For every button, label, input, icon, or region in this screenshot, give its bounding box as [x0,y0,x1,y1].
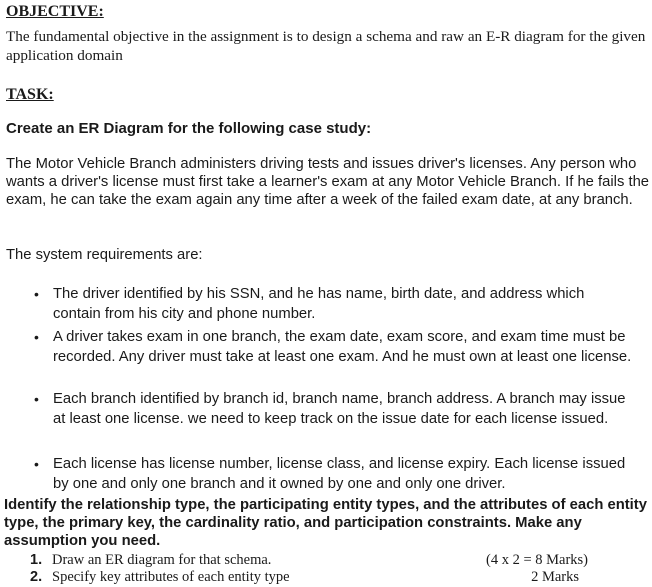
requirement-item [34,284,634,324]
requirements-intro: The system requirements are: [6,247,203,263]
instructions-text: Identify the relationship type, the participating entity types, and the attributes of each entity type, the primary key, the cardinality ratio, and participation constraints. Make any assumption you need. [4,497,647,549]
requirement-item [34,327,634,367]
requirement-text: The driver identified by his SSN, and he has name, birth date, and address which contain from his city and phone number. [53,286,585,322]
item-number: 1. [30,552,43,568]
objective-heading: OBJECTIVE: [6,3,104,20]
item-text: Specify key attributes of each entity type [52,569,290,585]
item-marks: 2 Marks [531,569,579,585]
item-number: 2. [30,569,43,585]
requirement-text: A driver takes exam in one branch, the exam date, exam score, and exam time must be recorded. Any driver must take at least one exam. And he must own at least one license. [53,329,632,365]
bullet-icon: • [34,456,39,472]
requirement-text: Each branch identified by branch id, branch name, branch address. A branch may issue at least one license. we need to keep track on the issue date for each license issued. [53,391,626,427]
numbered-item [30,551,640,569]
item-text: Draw an ER diagram for that schema. [52,552,272,568]
objective-text: The fundamental objective in the assignment is to design a schema and raw an E-R diagram for the given application domain [6,28,646,64]
requirement-item [34,454,634,494]
case-study-paragraph: The Motor Vehicle Branch administers driving tests and issues driver's licenses. Any person who wants a driver's license must first take a learner's exam at any Motor Vehicle Branch. If he fails the exam, he can take the exam again any time after a week of the failed exam date, at any branch. [6,156,650,208]
numbered-item [30,568,640,586]
task-heading: TASK: [6,86,54,103]
bullet-icon: • [34,286,39,302]
requirement-item [34,389,634,429]
task-title: Create an ER Diagram for the following case study: [6,120,372,137]
bullet-icon: • [34,391,39,407]
requirement-text: Each license has license number, license class, and license expiry. Each license issued by one and only one branch and it owned by one and only one driver. [53,456,626,492]
item-marks: (4 x 2 = 8 Marks) [485,552,588,568]
bullet-icon: • [34,329,39,345]
